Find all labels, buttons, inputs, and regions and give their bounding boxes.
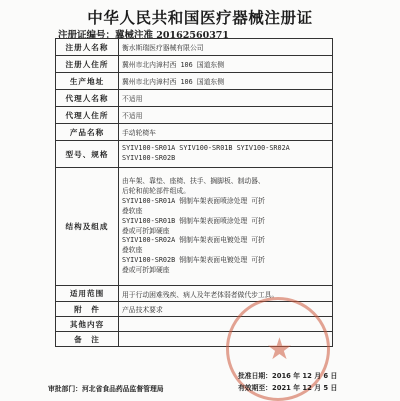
row-product-name — [56, 124, 333, 141]
row-agent-name — [56, 90, 333, 107]
agent-address-value: 不适用 — [119, 107, 333, 124]
seal-star-icon: ★ — [266, 332, 293, 367]
other-label: 其他内容 — [56, 317, 119, 332]
row-agent-address — [56, 107, 333, 124]
row-model — [56, 141, 333, 168]
production-address-value: 冀州市北内漳村西 106 国道东侧 — [119, 73, 333, 90]
registrant-label: 注册人名称 — [56, 39, 119, 56]
structure-value: 由车架、靠垫、座椅、扶手、搁脚板、制动器、 后轮和前轮部件组成。 SYIV100-SR01A 钢制车架表面喷涂处理 可折 叠软座 SYIV100-SR01B 钢制车架表面喷涂处理 可折 叠或可折卸硬座 SYIV100-SR02A 钢制车架表面电镀处理 可折 叠软座 SYIV100-SR02B 钢制车架表面电镀处理 可折 叠或可折卸硬座 — [119, 168, 333, 286]
registrant-address-value: 冀州市北内漳村西 106 国道东侧 — [119, 56, 333, 73]
approval-dates — [238, 371, 337, 394]
model-value: SYIV100-SR01A SYIV100-SR01B SYIV100-SR02A SYIV100-SR02B — [119, 141, 333, 168]
row-registrant-address — [56, 56, 333, 73]
attachment-label: 附 件 — [56, 302, 119, 317]
attachment-value: 产品技术要求 — [119, 302, 333, 317]
product-name-value: 手动轮椅车 — [119, 124, 333, 141]
model-label: 型号、规格 — [56, 141, 119, 168]
row-structure — [56, 168, 333, 286]
row-production-address — [56, 73, 333, 90]
structure-label: 结构及组成 — [56, 168, 119, 286]
registrant-address-label: 注册人住所 — [56, 56, 119, 73]
approval-department: 审批部门：河北省食品药品监督管理局 — [48, 385, 164, 393]
agent-name-value: 不适用 — [119, 90, 333, 107]
production-address-label: 生产地址 — [56, 73, 119, 90]
scope-value: 用于行动困难残疾、病人及年老体弱者做代步工具。 — [119, 286, 333, 302]
valid-until-date: 有效期至：2021 年 12 月 5 日 — [238, 383, 338, 392]
scope-label: 适用范围 — [56, 286, 119, 302]
registrant-value: 衡水斯瑞医疗器械有限公司 — [119, 39, 333, 56]
agent-address-label: 代理人住所 — [56, 107, 119, 124]
document-title: 中华人民共和国医疗器械注册证 — [87, 8, 313, 27]
product-name-label: 产品名称 — [56, 124, 119, 141]
certificate-number: 注册证编号：冀械注准 20162560371 — [58, 30, 230, 41]
approval-date: 批准日期：2016 年 12 月 6 日 — [238, 372, 338, 380]
row-registrant — [56, 39, 333, 56]
remarks-label: 备 注 — [56, 332, 119, 347]
agent-name-label: 代理人名称 — [56, 90, 119, 107]
